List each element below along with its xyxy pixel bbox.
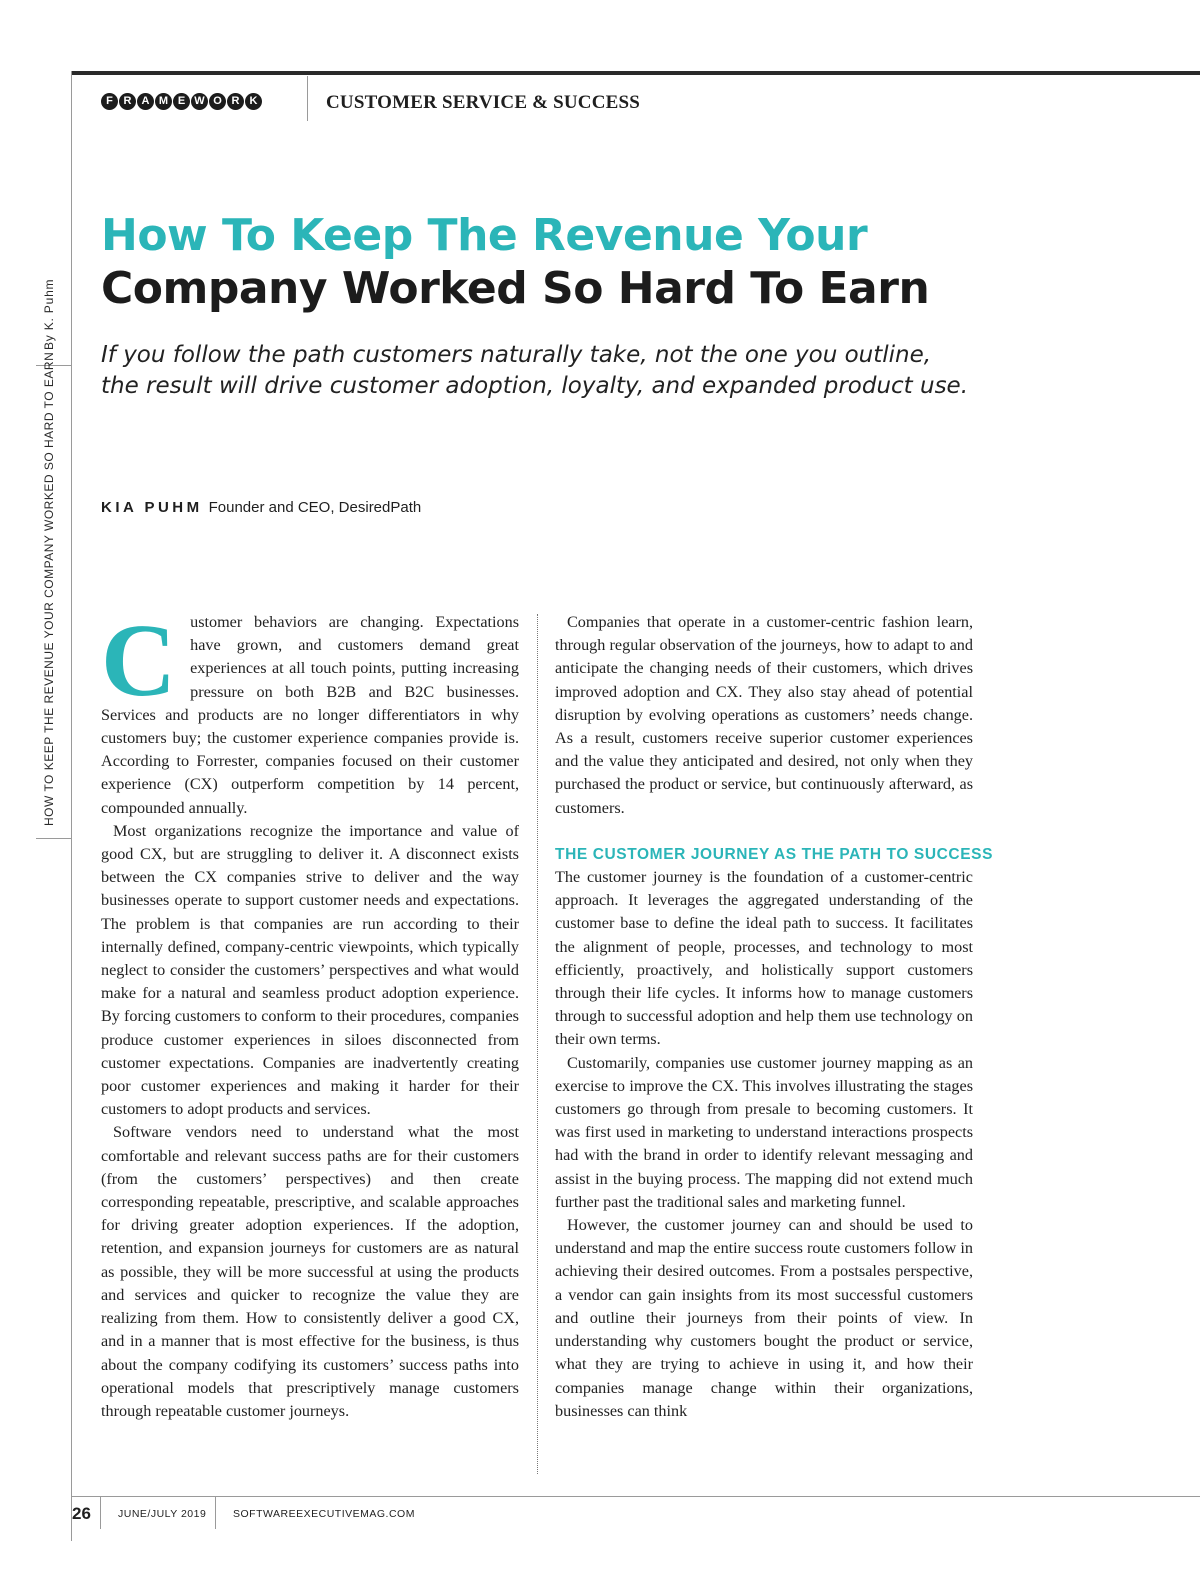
dropcap: C [101, 603, 177, 718]
article-title-line1: How To Keep The Revenue Your [101, 210, 868, 261]
sidebar-running-title: HOW TO KEEP THE REVENUE YOUR COMPANY WORKED SO HARD TO EARN [42, 351, 56, 826]
framework-letter: M [155, 93, 172, 110]
footer-divider [100, 1497, 101, 1529]
sidebar-author: By K. Puhm [42, 278, 56, 350]
framework-letter: A [137, 93, 154, 110]
paragraph: The customer journey is the foundation of a customer-centric approach. It leverages the aggregated understanding of the customer base to define the ideal path to success. It facilitates the alignment of people, processes, and technology to most efficiently, proactively, and holistically support customers through their life cycles. It informs how to manage customers through to successful adoption and help them use technology on their own terms. [555, 868, 973, 1049]
framework-letter: R [119, 93, 136, 110]
article-title-line2: Company Worked So Hard To Earn [101, 263, 930, 314]
section-subhead: THE CUSTOMER JOURNEY AS THE PATH TO SUCCESS [555, 845, 994, 863]
framework-letter: E [173, 93, 190, 110]
top-rule [72, 71, 1200, 75]
paragraph [101, 603, 519, 820]
paragraph: Customarily, companies use customer journey mapping as an exercise to improve the CX. This involves illustrating the stages customers go through from presale to becoming customers. It was first used in marketing to understand interactions prospects had with the brand in order to identify relevant messaging and assist in the buying process. The mapping did not extend much further past the traditional sales and marketing funnel. [555, 1053, 973, 1211]
footer-divider [215, 1497, 216, 1529]
page-number: 26 [72, 1504, 91, 1523]
paragraph: However, the customer journey can and should be used to understand and map the entire success route customers follow in achieving their desired outcomes. From a postsales perspective, a vendor can gain insights from its most successful customers and outline their journeys from their points of view. In understanding why customers bought the product or service, what they are trying to achieve in using it, and how their companies manage change within their organizations, businesses can think [555, 1216, 973, 1420]
byline [101, 499, 421, 516]
article-column-right [555, 611, 994, 1423]
article-subtitle [101, 340, 1001, 402]
paragraph-text: ustomer behaviors are changing. Expectations have grown, and customers demand great experiences at all touch points, putting increasing pressure on both B2B and B2C businesses. Services and products are no longer differentiators in why customers buy; the customer experience companies provide is. According to Forrester, companies focused on their customer experience (CX) outperform competition by 14 percent, compounded annually. [101, 613, 519, 817]
section-label: CUSTOMER SERVICE & SUCCESS [326, 92, 641, 113]
subtitle-line2: the result will drive customer adoption, loyalty, and expanded product use. [101, 373, 969, 399]
framework-letter: K [245, 93, 262, 110]
framework-letter: F [101, 93, 118, 110]
column-divider [537, 614, 538, 1474]
framework-badge [101, 93, 262, 110]
framework-letter: R [227, 93, 244, 110]
author-role: Founder and CEO, DesiredPath [208, 499, 422, 516]
left-margin-rule [71, 71, 72, 1541]
sidebar-divider [36, 838, 72, 839]
footer-rule [72, 1496, 1200, 1497]
framework-letter: W [191, 93, 208, 110]
article-column-left [101, 603, 519, 1423]
website-link[interactable]: SOFTWAREEXECUTIVEMAG.COM [233, 1508, 415, 1520]
paragraph: Software vendors need to understand what the most comfortable and relevant success paths are for their customers (from the customers’ perspectives) and then create corresponding repeatable, prescriptive, and scalable approaches for driving greater adoption experiences. If the adoption, retention, and expansion journeys for customers are as natural as possible, they will be more successful at using the products and services and quicker to recognize the value they are realizing from them. How to consistently deliver a good CX, and in a manner that is most effective for the business, is thus about the company codifying its customers’ success paths into operational models that prescriptively manage customers through repeatable customer journeys. [101, 1123, 519, 1420]
paragraph: Companies that operate in a customer-centric fashion learn, through regular observation of the journeys, how to adapt to and anticipate the changing needs of their customers, which drives improved adoption and CX. They also stay ahead of potential disruption by evolving operations as customers’ needs change. As a result, customers receive superior customer experiences and the value they anticipated and desired, not only when they purchased the product or service, but continuously afterward, as customers. [555, 613, 973, 817]
subtitle-line1: If you follow the path customers naturally take, not the one you outline, [101, 342, 932, 368]
paragraph: Most organizations recognize the importance and value of good CX, but are struggling to deliver it. A disconnect exists between the CX companies strive to deliver and the way businesses operate to support customer needs and expectations. The problem is that companies are run according to their internally defined, company-centric viewpoints, which typically neglect to consider the customers’ perspectives and what would make for a natural and seamless product adoption experience. By forcing customers to conform to their procedures, companies produce customer experiences in siloes disconnected from customer expectations. Companies are inadvertently creating poor customer experiences and making it harder for their customers to adopt products and services. [101, 821, 519, 1119]
header-divider [307, 76, 308, 121]
author-name: KIA PUHM [101, 499, 203, 516]
issue-date: JUNE/JULY 2019 [118, 1508, 207, 1520]
framework-letter: O [209, 93, 226, 110]
